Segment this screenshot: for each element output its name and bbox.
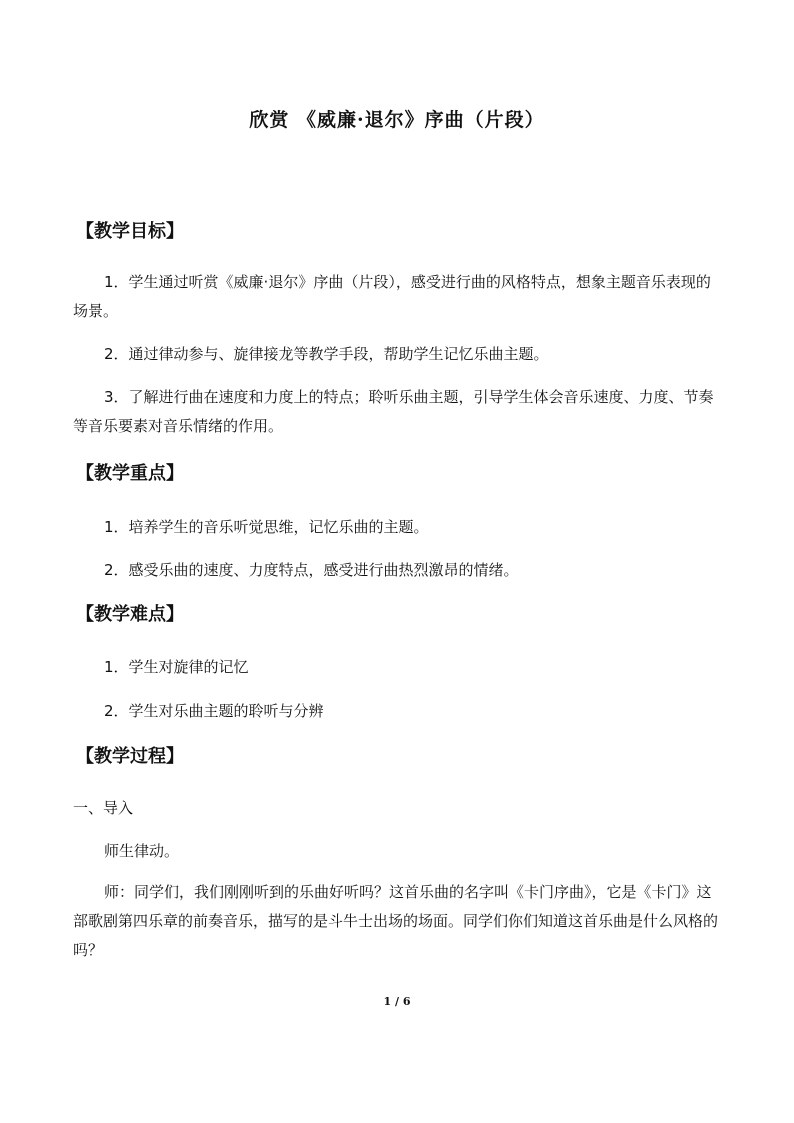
difficulty-item-1: 1．学生对旋律的记忆 [104, 658, 249, 676]
page-title: 欣赏 《威廉·退尔》序曲（片段） [249, 109, 545, 131]
goal-item-3: 3．了解进行曲在速度和力度上的特点；聆听乐曲主题，引导学生体会音乐速度、力度、节奏等音乐要素对音乐情绪的作用。 [73, 388, 714, 435]
process-line-rhythm: 师生律动。 [104, 842, 180, 860]
heading-teaching-goals: 【教学目标】 [76, 221, 184, 242]
key-point-item-2: 2．感受乐曲的速度、力度特点，感受进行曲热烈激昂的情绪。 [104, 561, 519, 579]
heading-teaching-process: 【教学过程】 [76, 746, 184, 767]
goal-item-2: 2．通过律动参与、旋律接龙等教学手段，帮助学生记忆乐曲主题。 [104, 345, 549, 363]
key-point-item-1: 1．培养学生的音乐听觉思维，记忆乐曲的主题。 [104, 518, 429, 536]
process-line-teacher: 师：同学们，我们刚刚听到的乐曲好听吗？这首乐曲的名字叫《卡门序曲》，它是《卡门》这部歌剧第四乐章的前奏音乐，描写的是斗牛士出场的场面。同学们你们知道这首乐曲是什么风格的吗？ [73, 883, 719, 959]
page-number: 1 / 6 [383, 995, 411, 1008]
heading-difficulties: 【教学难点】 [76, 604, 184, 625]
heading-key-points: 【教学重点】 [76, 463, 184, 484]
goal-item-1: 1．学生通过听赏《威廉·退尔》序曲（片段），感受进行曲的风格特点，想象主题音乐表现的场景。 [73, 273, 711, 320]
process-step-intro: 一、导入 [73, 799, 134, 817]
difficulty-item-2: 2．学生对乐曲主题的聆听与分辨 [104, 702, 324, 720]
